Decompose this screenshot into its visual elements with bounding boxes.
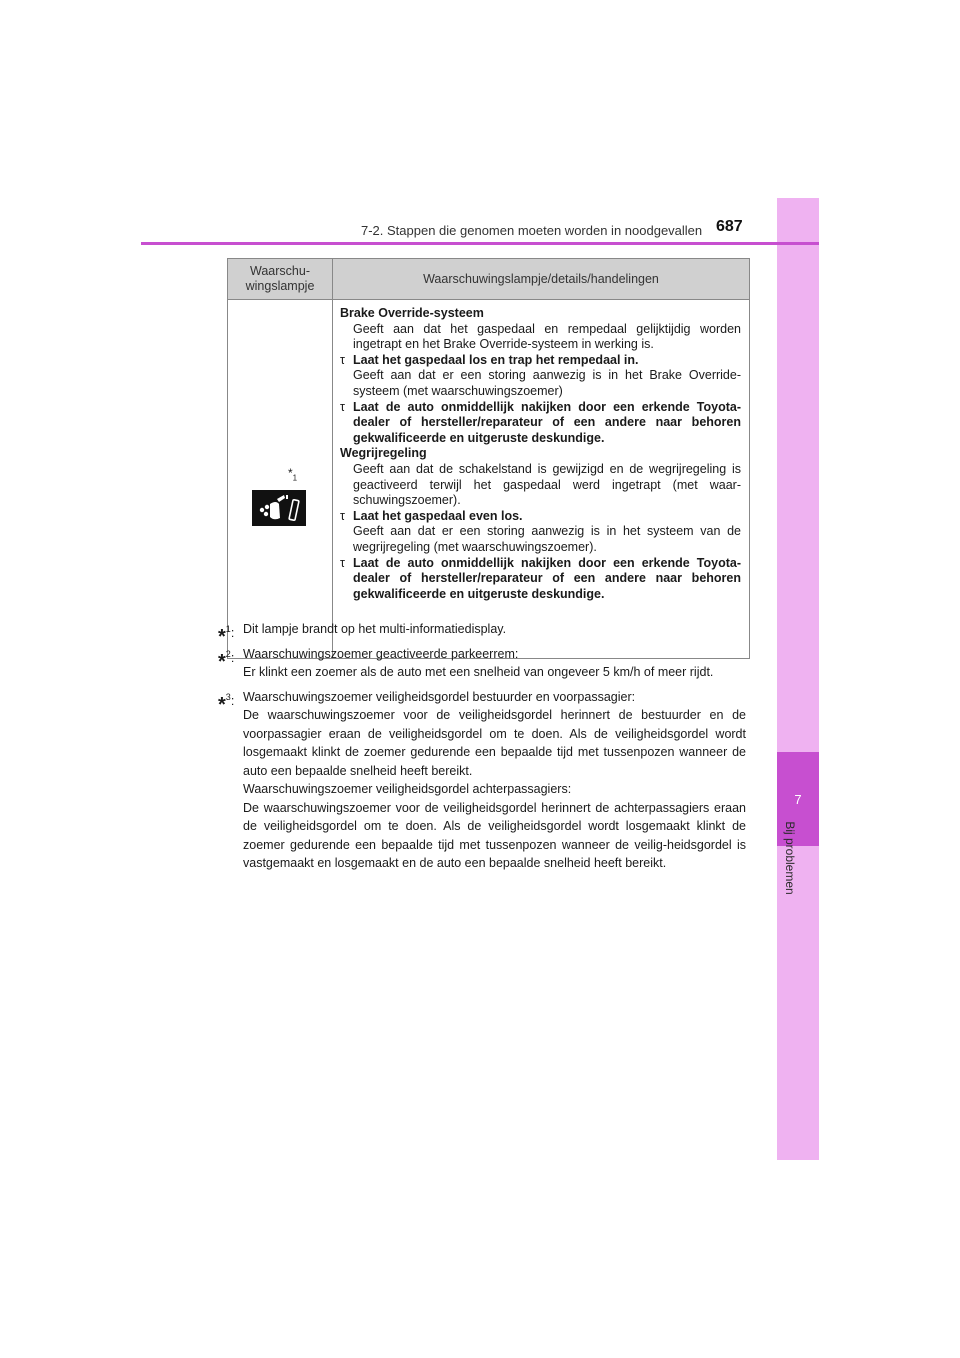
description-text: Geeft aan dat de schakelstand is gewijzigd en de wegrijregeling is geactiveerd terwijl het gaspedaal werd ingetrapt (met waar-schuwingszoemer). (353, 461, 741, 508)
description-text: Geeft aan dat er een storing aanwezig is in het systeem van de wegrijregeling (met waarschuwingszoemer). (353, 524, 741, 554)
footnote-mark (218, 688, 234, 715)
section-title: 7-2. Stappen die genomen moeten worden in noodgevallen (361, 223, 703, 238)
lamp-ref-mark: * (288, 466, 293, 480)
footnote (218, 620, 746, 649)
footnote-mark (218, 645, 234, 672)
lamp-cell (225, 300, 333, 659)
side-tab (777, 198, 819, 1160)
footnote-number: 1 (225, 624, 231, 634)
section-heading: Brake Override-systeem (340, 306, 484, 320)
table-row (228, 300, 750, 659)
bullet-icon: τ (340, 399, 345, 414)
lamp-footnote-ref (288, 466, 297, 482)
footnote-text: Waarschuwingszoemer veiligheidsgordel bestuurder en voorpassagier: (243, 689, 636, 704)
chapter-label: Bij problemen (783, 821, 797, 895)
footnote (218, 688, 746, 873)
table-header-row (228, 259, 750, 300)
footnote-text: Er klinkt een zoemer als de auto met een snelheid van ongeveer 5 km/h of meer rijdt. (243, 665, 714, 679)
footnote-number: 3 (225, 691, 231, 702)
col-header-lamp: Waarschu- wingslampje (228, 259, 333, 300)
description-text: Geeft aan dat er een storing aanwezig is in het Brake Override-systeem (met waarschuwingszoemer) (353, 368, 741, 398)
header-divider (141, 242, 819, 245)
footnote (218, 645, 746, 682)
lamp-ref-num: 1 (292, 473, 298, 483)
footnote-colon: : (230, 650, 235, 665)
action-item (340, 556, 741, 603)
action-text: Laat het gaspedaal even los. (353, 508, 523, 523)
col-header-details: Waarschuwingslampje/details/handelingen (333, 259, 750, 300)
footnote-text: De waarschuwingszoemer voor de veiligheidsgordel herinnert de achterpassagiers eraan de veiligheidsgordel om te doen. Als de veiligheidsgordel wordt losgemaakt klinkt de zoemer gedurende een bepaalde tijd met tussenpozen wanneer de veilig-heidsgordel is vastgemaakt en losgemaakt en de auto een bepaalde snelheid heeft bereikt. (243, 800, 746, 870)
action-item (340, 353, 741, 369)
section-heading: Wegrijregeling (340, 446, 427, 461)
action-item (340, 509, 741, 525)
page-number: 687 (716, 218, 743, 235)
action-text: Laat het gaspedaal los en trap het rempedaal in. (353, 352, 639, 367)
footnote-mark (218, 620, 234, 647)
chapter-number: 7 (794, 792, 802, 807)
details-cell (333, 300, 750, 659)
brake-override-icon (252, 490, 306, 526)
footnote-text: Waarschuwingszoemer veiligheidsgordel achterpassagiers: (243, 782, 572, 796)
footnote-star: * (218, 693, 226, 716)
footnote-star: * (218, 650, 226, 673)
footnote-colon: : (230, 693, 235, 708)
footnote-number: 2 (225, 648, 231, 659)
footnote-text: Waarschuwingszoemer geactiveerde parkeerrem: (243, 646, 519, 661)
footnotes (218, 620, 746, 879)
footnote-text: De waarschuwingszoemer voor de veiligheidsgordel herinnert de bestuurder en de voorpassagier eraan de veiligheidsgordel om te doen. Als de veiligheidsgordel wordt losgemaakt klinkt de zoemer gedurende een bepaalde tijd met tussenpozen wanneer de auto een bepaalde snelheid heeft bereikt. (243, 708, 746, 778)
description-text: Geeft aan dat het gaspedaal en rempedaal gelijktijdig worden ingetrapt en het Brake Override-systeem in werking is. (353, 321, 741, 352)
bullet-icon: τ (340, 555, 345, 570)
warning-light-table (227, 258, 750, 659)
bullet-icon: τ (340, 508, 345, 523)
action-item (340, 400, 741, 447)
footnote-colon: : (230, 626, 235, 641)
action-text: Laat de auto onmiddellijk nakijken door een erkende Toyota-dealer of hersteller/reparateur of een andere naar behoren gekwalificeerde en uitgeruste deskundige. (353, 399, 741, 445)
footnote-star: * (218, 626, 226, 649)
footnote-text: Dit lampje brandt op het multi-informatiedisplay. (243, 622, 507, 636)
bullet-icon: τ (340, 352, 345, 367)
action-text: Laat de auto onmiddellijk nakijken door een erkende Toyota-dealer of hersteller/reparateur of een andere naar behoren gekwalificeerde en uitgeruste deskundige. (353, 555, 741, 601)
